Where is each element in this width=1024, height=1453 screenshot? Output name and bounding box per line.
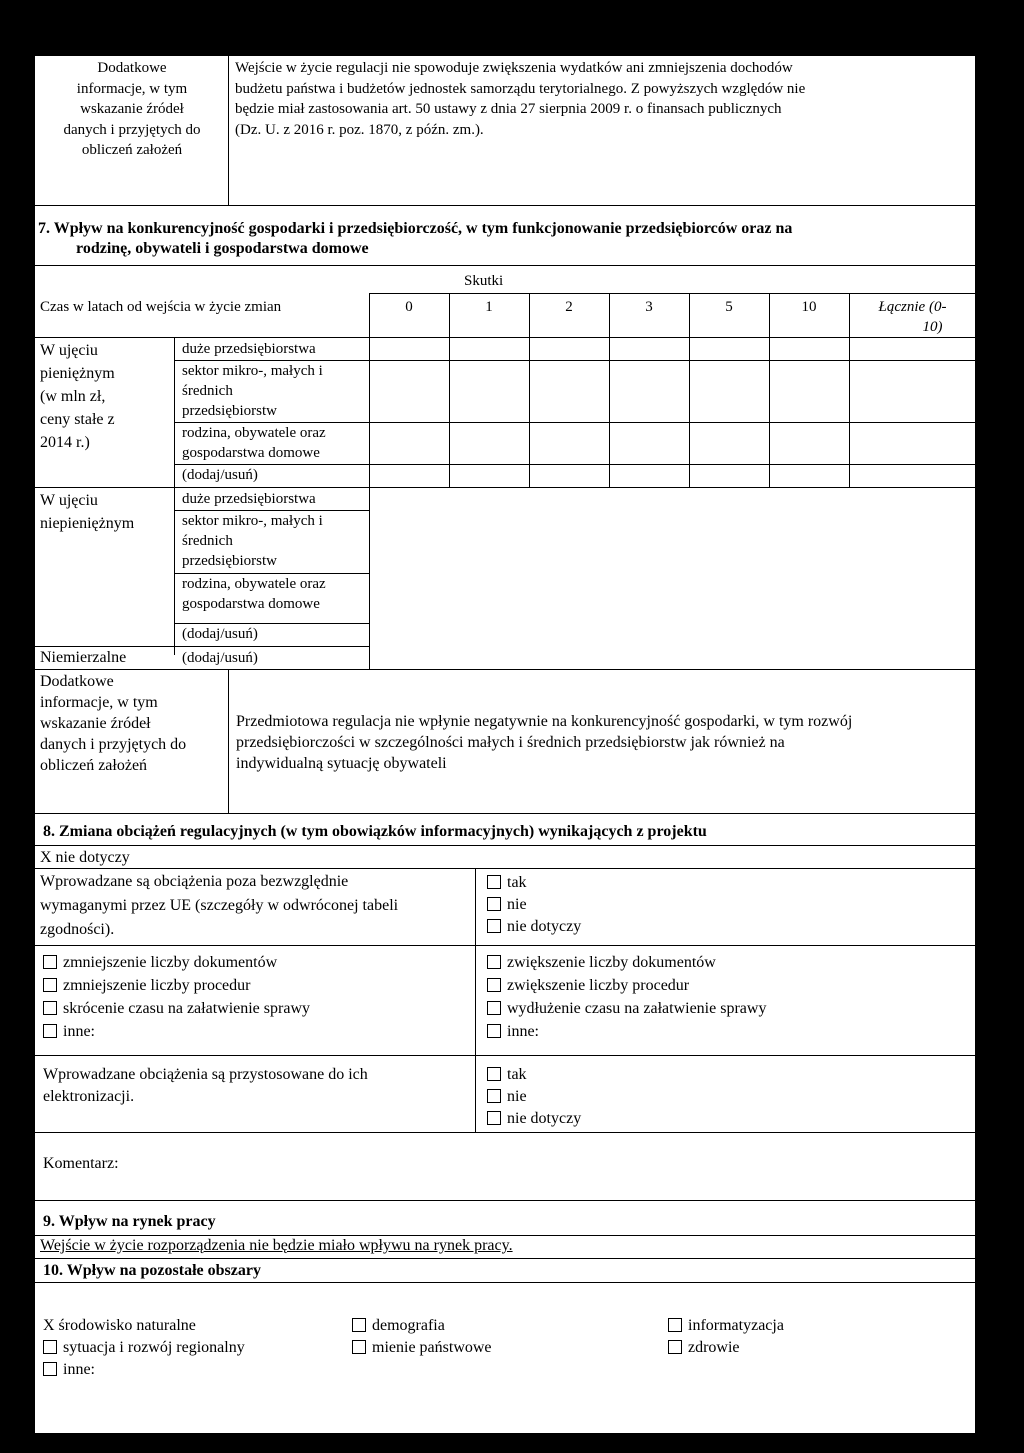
comment-label: Komentarz:	[43, 1155, 119, 1172]
rule	[369, 293, 370, 488]
document-page	[34, 55, 976, 1433]
checkbox[interactable]	[487, 1111, 501, 1125]
checkbox[interactable]	[43, 978, 57, 992]
rule	[369, 293, 976, 294]
rule	[34, 1132, 976, 1133]
top-info-text: Wejście w życie regulacji nie spowoduje zwiększenia wydatków ani zmniejszenia dochodów budżetu państwa i budżetów jednostek samorządu terytorialnego. Z powyższych względów nie będzie miał zastosowania art. 50 ustawy z dnia 27 sierpnia 2009 r. o finansach publicznych (Dz. U. z 2016 r. poz. 1870, z późn. zm.).	[235, 60, 806, 138]
rule	[34, 205, 976, 206]
checkbox[interactable]	[43, 1024, 57, 1038]
checkbox[interactable]	[487, 875, 501, 889]
q2-options: tak nie nie dotyczy	[487, 1064, 581, 1130]
row-sme: sektor mikro-, małych i średnich przedsiębiorstw	[182, 513, 323, 569]
rule	[609, 293, 610, 488]
rule	[34, 945, 976, 946]
row-large-enterprises: duże przedsiębiorstwa	[182, 491, 316, 507]
info-text: Przedmiotowa regulacja nie wpłynie negatywnie na konkurencyjność gospodarki, w tym rozwój przedsiębiorczości w szczególności małych i średnich przedsiębiorstw jak również na indywidualną sytuację obywateli	[236, 713, 853, 772]
rule	[34, 669, 976, 670]
rule	[34, 845, 976, 846]
checkbox[interactable]	[352, 1318, 366, 1332]
rule	[849, 293, 850, 488]
right-burden-options: zwiększenie liczby dokumentów zwiększenie liczby procedur wydłużenie czasu na załatwienie sprawy inne:	[487, 951, 766, 1043]
checkbox[interactable]	[487, 955, 501, 969]
checkbox[interactable]	[43, 955, 57, 969]
rule	[228, 55, 229, 205]
checkbox[interactable]	[487, 1067, 501, 1081]
row-households: rodzina, obywatele oraz gospodarstwa domowe	[182, 425, 326, 461]
q1-options: tak nie nie dotyczy	[487, 872, 581, 938]
rule	[769, 293, 770, 488]
rule	[475, 945, 476, 1055]
checkbox[interactable]	[668, 1340, 682, 1354]
time-label: Czas w latach od wejścia w życie zmian	[40, 299, 282, 315]
rule	[34, 1055, 976, 1056]
rule	[529, 293, 530, 488]
rule	[34, 1282, 976, 1283]
section9-heading: 9. Wpływ na rynek pracy	[43, 1213, 216, 1230]
unmeasurable-label: Niemierzalne	[40, 649, 127, 666]
year-header: 0	[405, 299, 413, 315]
q1-question: Wprowadzane są obciążenia poza bezwzględnie wymaganymi przez UE (szczegóły w odwróconej tabeli zgodności).	[40, 873, 399, 938]
year-header: 5	[725, 299, 733, 315]
add-remove-link[interactable]: (dodaj/usuń)	[182, 650, 258, 666]
section7-heading: 7. Wpływ na konkurencyjność gospodarki i przedsiębiorczość, w tym funkcjonowanie przedsiębiorców oraz na	[38, 220, 793, 237]
section8-heading: 8. Zmiana obciążeń regulacyjnych (w tym obowiązków informacyjnych) wynikających z projektu	[43, 823, 707, 840]
top-info-label: Dodatkowe informacje, w tym wskazanie źródeł danych i przyjętych do obliczeń założeń	[63, 60, 201, 158]
section10-heading: 10. Wpływ na pozostałe obszary	[43, 1262, 261, 1279]
rule	[369, 487, 370, 669]
year-header: 1	[485, 299, 493, 315]
nonmonetary-label: W ujęciu niepieniężnym	[40, 492, 135, 532]
rule	[975, 55, 976, 265]
year-header: 10	[801, 299, 817, 315]
row-sme: sektor mikro-, małych i średnich przedsiębiorstw	[182, 363, 323, 419]
checkbox[interactable]	[487, 919, 501, 933]
areas-col1: X środowisko naturalne sytuacja i rozwój regionalny inne:	[43, 1317, 245, 1378]
section7-heading-cont: rodzinę, obywateli i gospodarstwa domowe	[76, 240, 369, 257]
rule	[34, 487, 976, 488]
rule	[34, 1200, 976, 1201]
left-burden-options: zmniejszenie liczby dokumentów zmniejszenie liczby procedur skrócenie czasu na załatwienie sprawy inne:	[43, 951, 310, 1043]
rule	[34, 337, 976, 338]
checkbox[interactable]	[352, 1340, 366, 1354]
rule	[689, 293, 690, 488]
areas-col2: demografia mienie państwowe	[352, 1315, 492, 1359]
rule	[174, 337, 175, 655]
not-applicable-mark[interactable]: X nie dotyczy	[40, 849, 130, 866]
rule	[34, 55, 976, 56]
skutki-header: Skutki	[464, 273, 504, 289]
monetary-label: W ujęciu pieniężnym (w mln zł, ceny stałe z 2014 r.)	[40, 342, 115, 451]
rule	[174, 464, 976, 465]
areas-col3: informatyzacja zdrowie	[668, 1315, 784, 1359]
checkbox[interactable]	[43, 1001, 57, 1015]
year-header: 3	[645, 299, 653, 315]
rule	[475, 1055, 476, 1132]
rule	[34, 813, 976, 814]
q2-question: Wprowadzane obciążenia są przystosowane do ich elektronizacji.	[43, 1066, 368, 1105]
rule	[34, 55, 35, 1433]
year-header: 2	[565, 299, 573, 315]
rule	[475, 868, 476, 945]
checkbox[interactable]	[487, 1024, 501, 1038]
rule	[34, 265, 976, 266]
add-remove-link[interactable]: (dodaj/usuń)	[182, 626, 258, 642]
checkbox[interactable]	[43, 1340, 57, 1354]
total-header: Łącznie (0- 10)	[878, 299, 947, 335]
row-large-enterprises: duże przedsiębiorstwa	[182, 341, 316, 357]
checkbox[interactable]	[43, 1362, 57, 1376]
row-households: rodzina, obywatele oraz gospodarstwa domowe	[182, 576, 326, 612]
checkbox[interactable]	[487, 1089, 501, 1103]
rule	[449, 293, 450, 488]
rule	[34, 868, 976, 869]
rule	[228, 669, 229, 813]
checkbox[interactable]	[487, 978, 501, 992]
labour-market-text: Wejście w życie rozporządzenia nie będzie miało wpływu na rynek pracy.	[40, 1237, 513, 1254]
checkbox[interactable]	[668, 1318, 682, 1332]
checkbox[interactable]	[487, 1001, 501, 1015]
add-remove-link[interactable]: (dodaj/usuń)	[182, 467, 258, 483]
checkbox[interactable]	[487, 897, 501, 911]
rule	[34, 1258, 976, 1259]
info-label: Dodatkowe informacje, w tym wskazanie źródeł danych i przyjętych do obliczeń założeń	[40, 673, 187, 774]
